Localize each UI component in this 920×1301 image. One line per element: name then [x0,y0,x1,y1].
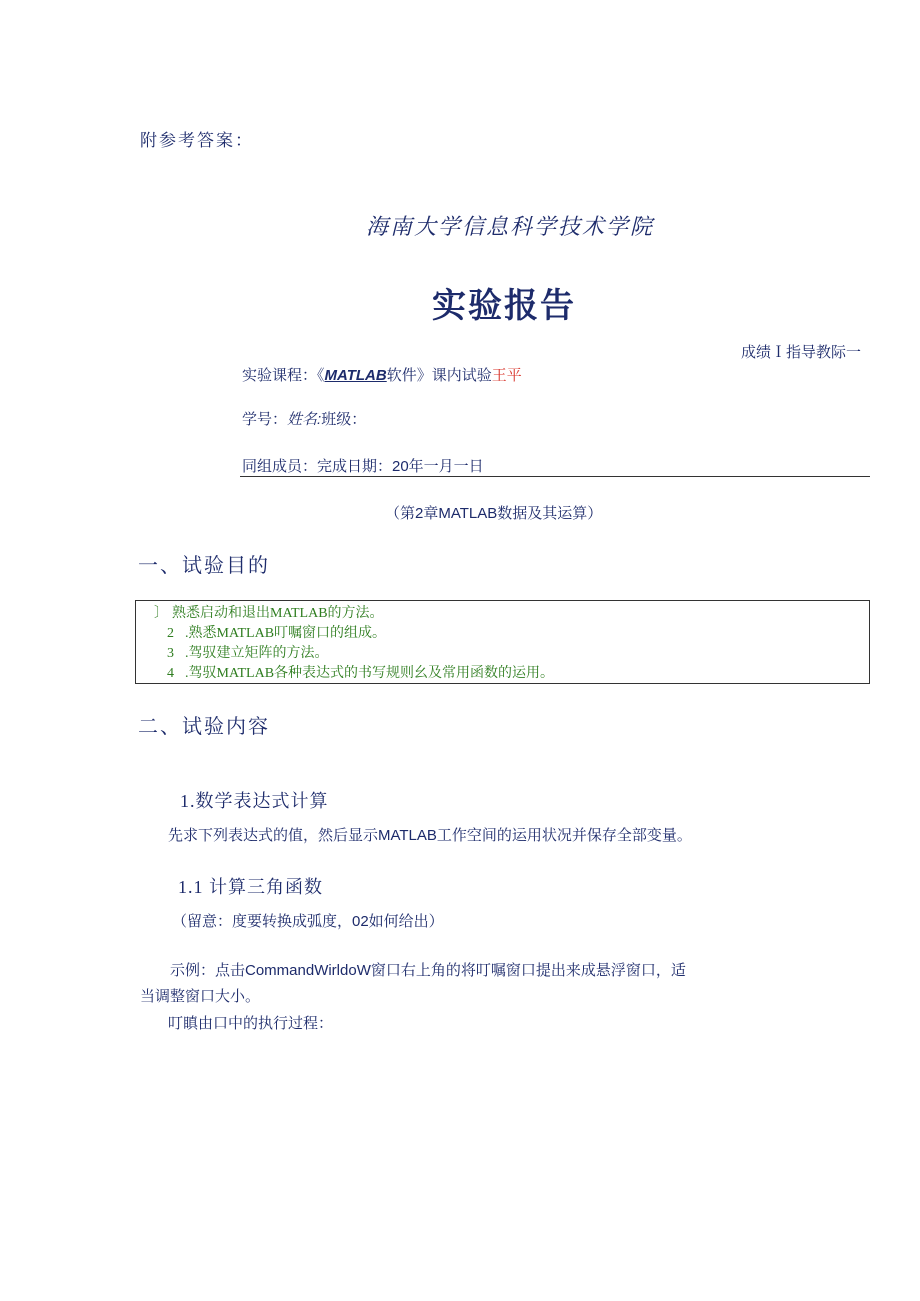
class-label: 班级： [321,411,367,428]
course-suffix: 软件》课内试验 [386,367,492,384]
objective-text: 熟悉启动和退出MATLAB的方法。 [172,606,384,621]
subsection-1-1-heading: 1.1 计算三角函数 [178,877,323,897]
section2-heading: 二、试验内容 [138,716,270,738]
objective-item [167,662,554,682]
objective-number: 4 [167,666,174,681]
course-line [242,364,522,385]
course-matlab: MATLAB [324,367,387,384]
members-date-line: 同组成员：完成日期：20年一月一日 [242,458,484,475]
student-id-label: 学号： [242,411,288,428]
subsection-1-heading: 1.数学表达式计算 [180,791,329,811]
subsection-1-1-note: （留意：度要转换成弧度，02如何给出） [172,913,444,930]
objective-text: .熟悉MATLAB叮嘱窗口的组成。 [185,626,387,641]
example-line-2: 当调整窗口大小。 [140,988,261,1005]
example-line-1: 示例：点击CommandWirldoW窗口右上角的将叮嘱窗口提出来成悬浮窗口，适 [170,962,686,979]
student-id-line [242,408,366,429]
subsection-1-text: 先求下列表达式的值，然后显示MATLAB工作空间的运用状况并保存全部变量。 [168,827,692,844]
objective-number: 〕 [154,606,168,621]
objective-number: 3 [167,646,174,661]
objective-text: .驾驭MATLAB各种表达式的书写规则幺及常用函数的运用。 [185,666,555,681]
members-underline [240,476,870,477]
process-line: 叮瞋由口中的执行过程： [168,1015,334,1032]
appendix-note: 附参考答案： [140,131,254,150]
objective-text: .驾驭建立矩阵的方法。 [185,646,329,661]
course-prefix: 实验课程：《 [242,367,325,384]
grade-line: 成绩Ｉ指导教际一 [741,344,862,361]
chapter-title: （第2章MATLAB数据及其运算） [385,505,603,522]
objectives-box [135,600,870,684]
objective-item [167,642,329,662]
student-name-label: 姓名: [287,411,322,428]
objective-item [154,602,384,622]
school-title: 海南大学信息科学技术学院 [366,214,655,239]
section1-heading: 一、试验目的 [138,555,270,577]
teacher-name: 王平 [491,367,522,384]
report-title: 实验报告 [432,287,576,325]
objective-number: 2 [167,626,174,641]
objective-item [167,622,386,642]
